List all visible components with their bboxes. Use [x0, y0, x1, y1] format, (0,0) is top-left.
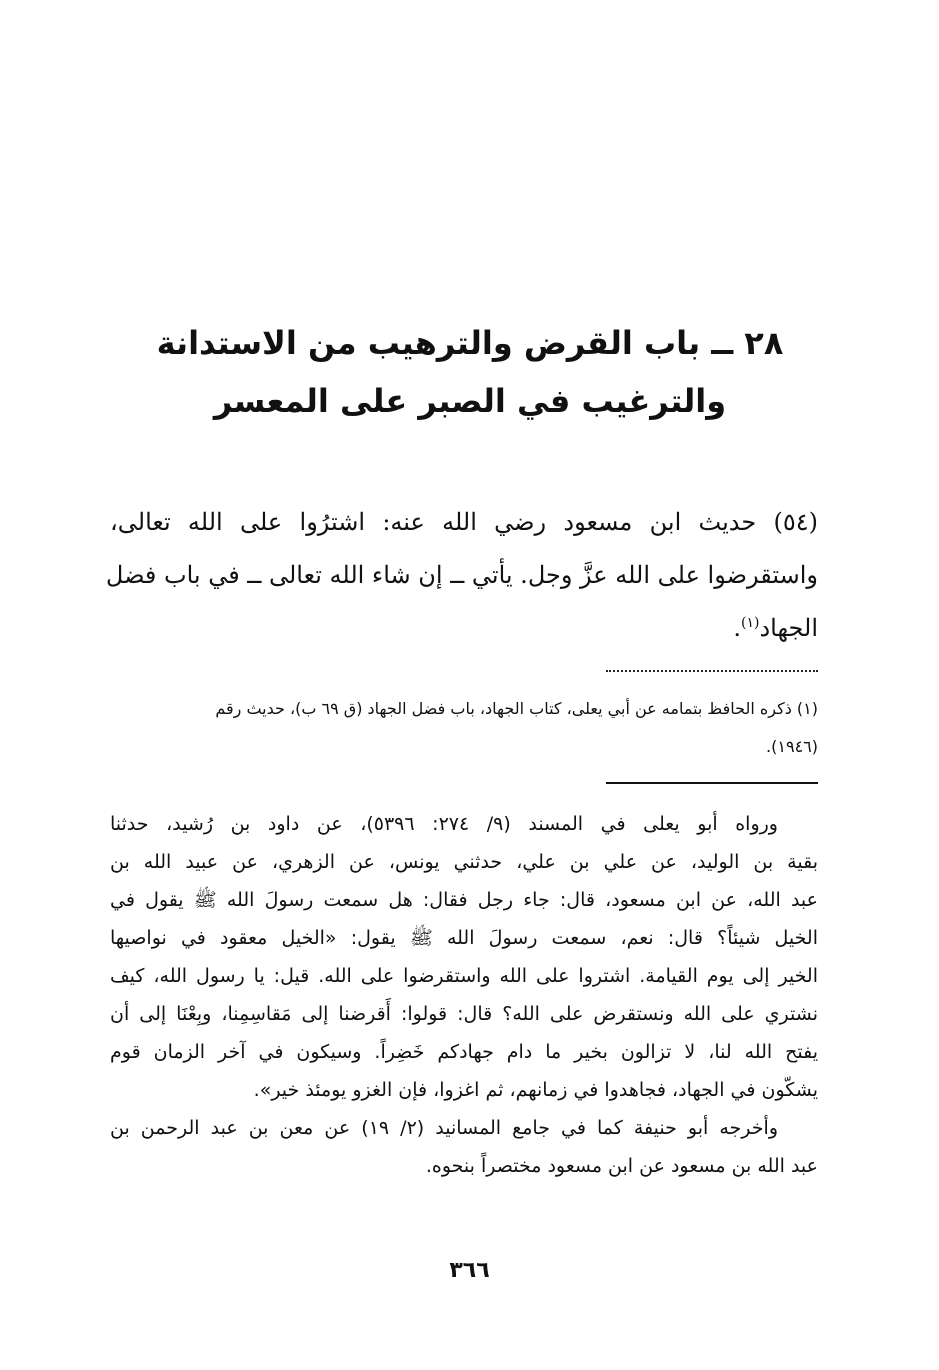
commentary-line: عبد الله، عن ابن مسعود، قال: جاء رجل فقال: هل سمعت رسولَ الله ﷺ يقول في	[110, 889, 818, 911]
footnote-line-1: (١) ذكره الحافظ بتمامه عن أبي يعلى، كتاب الجهاد، باب فضل الجهاد (ق ٦٩ ب)، حديث رقم	[215, 699, 818, 718]
hadith-paragraph	[105, 496, 818, 655]
hadith-line-3-end: .	[733, 614, 741, 642]
commentary	[110, 805, 818, 1185]
footnote	[110, 690, 818, 766]
footnote-marker[interactable]: (١)	[740, 615, 760, 631]
commentary-line: الخير إلى يوم القيامة. اشتروا على الله واستقرضوا على الله. قيل: يا رسول الله، كيف	[110, 965, 818, 987]
commentary-line: وأخرجه أبو حنيفة كما في جامع المسانيد (٢/ ١٩) عن معن بن عبد الرحمن بن	[110, 1117, 778, 1139]
footnote-line-2: (١٩٤٦).	[766, 737, 818, 756]
chapter-title-line-2: والترغيب في الصبر على المعسر	[213, 382, 727, 420]
commentary-line: بقية بن الوليد، عن علي بن علي، حدثني يونس، عن الزهري، عن عبيد الله بن	[110, 851, 818, 873]
hadith-line-1: (٥٤) حديث ابن مسعود رضي الله عنه: اشترُوا على الله تعالى،	[110, 508, 818, 536]
hadith-line-3	[110, 602, 818, 655]
commentary-line: ورواه أبو يعلى في المسند (٩/ ٢٧٤: ٥٣٩٦)، عن داود بن رُشيد، حدثنا	[110, 813, 778, 835]
commentary-line: الخيل شيئاً؟ قال: نعم، سمعت رسولَ الله ﷺ يقول: «الخيل معقود في نواصيها	[110, 927, 818, 949]
page-number: ٣٦٦	[449, 1258, 490, 1283]
commentary-line: يشكّون في الجهاد، فجاهدوا في زمانهم، ثم اغزوا، فإن الغزو يومئذ خير».	[253, 1079, 818, 1101]
commentary-line: يفتح الله لنا، لا تزالون بخير ما دام جهادكم خَضِراً. وسيكون في آخر الزمان قوم	[110, 1041, 818, 1063]
footnote-separator	[606, 660, 818, 672]
hadith-line-2: واستقرضوا على الله عزَّ وجل. يأتي ــ إن شاء الله تعالى ــ في باب فضل	[105, 561, 818, 589]
chapter-title	[120, 314, 820, 430]
commentary-line: نشتري على الله ونستقرض على الله؟ قال: قولوا: أَقرضنا إلى مَقاسِمِنا، وبِعْنَا إلى أن	[110, 1003, 818, 1025]
chapter-title-line-1: ٢٨ ــ باب القرض والترهيب من الاستدانة	[156, 324, 784, 362]
commentary-line: عبد الله بن مسعود عن ابن مسعود مختصراً بنحوه.	[425, 1155, 818, 1177]
hadith-line-3-text: الجهاد	[759, 614, 818, 642]
commentary-rule	[606, 782, 818, 784]
